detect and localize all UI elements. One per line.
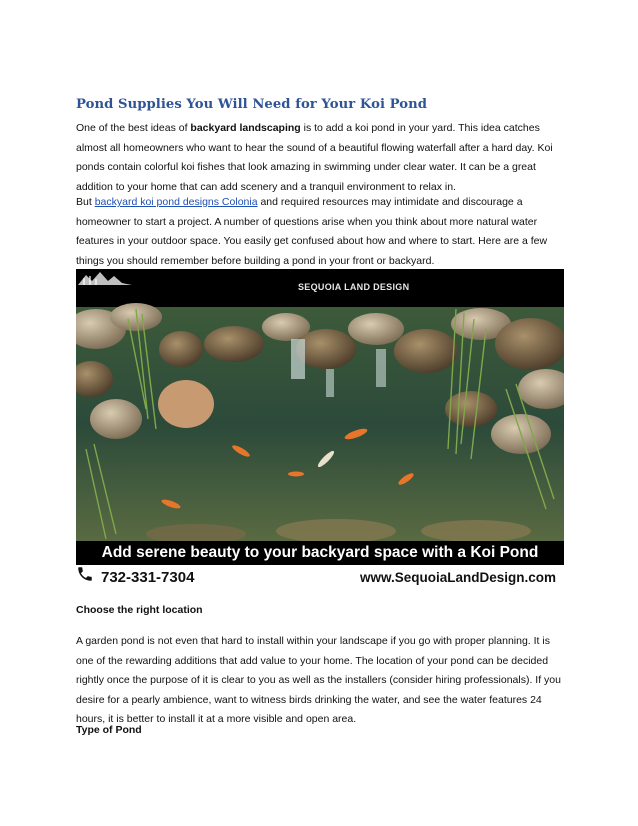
- page-title: Pond Supplies You Will Need for Your Koi Pond: [76, 97, 428, 112]
- bold-keyword: backyard landscaping: [190, 122, 301, 134]
- section-heading-location: Choose the right location: [76, 604, 203, 616]
- location-paragraph: A garden pond is not even that hard to install within your landscape if you go with proper planning. It is one of the rewarding additions that add value to your home. The location of your pond can be decided rightly once the purpose of it is clear to you as well as the installers (consider hiring professionals). If you desire for a pearly ambience, want to witness birds drinking the water, and see the water features 24 hours, it is better to install it at a more visible and open area.: [76, 635, 561, 726]
- intro-paragraph: [76, 119, 564, 197]
- second-paragraph: [76, 193, 564, 271]
- banner-contact-bar: [76, 565, 564, 594]
- phone-number: 732-331-7304: [101, 569, 195, 586]
- phone-icon: [76, 565, 94, 583]
- website-url: www.SequoiaLandDesign.com: [359, 570, 556, 585]
- koi-pond-designs-link[interactable]: backyard koi pond designs Colonia: [94, 196, 258, 208]
- section-heading-type: Type of Pond: [76, 724, 142, 736]
- intro-text-end: is to add a koi pond in your yard. This idea catches almost all homeowners who want to hear the sound of a beautiful flowing waterfall after a hard day. Koi ponds contain colorful koi fishes that look amazing in swimming under clear water. It can be a great addition to your home that can add scenery and a tranquil environment to relax in.: [76, 122, 553, 193]
- second-text-end: and required resources may intimidate and discourage a homeowner to start a project. A number of questions arise when you think about more natural water features in your outdoor space. You easily get confused about how and where to start. Here are a few things you should remember before building a pond in your front or backyard.: [76, 196, 548, 267]
- koi-pond-banner-image: [76, 269, 564, 594]
- banner-tagline: Add serene beauty to your backyard space with a Koi Pond: [76, 541, 564, 565]
- intro-text-start: One of the best ideas of: [76, 122, 191, 134]
- second-text-start: But: [76, 196, 95, 208]
- sequoia-logo-icon: [76, 269, 134, 287]
- brand-name: SEQUOIA LAND DESIGN: [298, 282, 410, 292]
